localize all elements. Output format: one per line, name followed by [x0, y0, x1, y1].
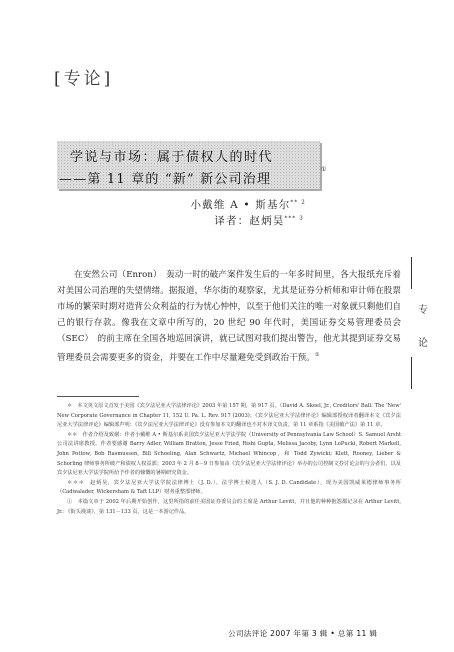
side-rule-top — [411, 257, 412, 289]
title-footnote-mark: ① — [321, 166, 327, 173]
section-label: [专论] — [54, 69, 114, 89]
side-label-char2: 论 — [418, 338, 428, 349]
page-footer: 公司法评论 2007 年第 3 辑 • 总第 11 辑 — [228, 629, 378, 638]
author-line — [190, 197, 306, 212]
footnote: ＊＊ 作者介绍及致谢：作者小戴维 A • 斯基尔系美国宾夕法尼亚大学法学院（University of Pennsylvania Law School）S. Samuel Arsht 公司法讲席教授。作者要感谢 Barry Adler, William Bratton, Jesse Fried, Rishi Gupta, Melissa Jacoby, Lynn LoPucki, Robert Markell, John Pottow, Bob Rasmussen, Bill Schoeling, Alan Schwartz, Michael Whincop，和 Todd Zywicki; Klett, Rooney, Lieber & Schorling 律师事务所破产和债权人权益部；2003 年 2 月 8－9 日参加由《宾夕法尼亚大学法律评论》举办的公司控制文券讨论会的与会者们，以及宾夕法尼亚大学法学院所给予作者的慷慨的暑期研究资金。 — [57, 431, 401, 477]
article-subtitle: ——第 11 章的 “新” 新公司治理 — [59, 172, 272, 187]
article-title: 学说与市场：属于债权人的时代 — [70, 150, 274, 165]
footnotes — [57, 402, 401, 517]
footnote: ＊ 本文英文原文首发于美国《宾夕法尼亚大学法律评论》2003 年第 157 期，第 917 页。（David A. Skeel, Jr., Creditors' Ball: The 'New' New Corporate Governance in Chapter 11, 152 U. Pa. L. Rev. 917 (2003)；《宾夕法尼亚大学法律评论》编辑部授权译者翻译本文《宾夕法尼亚大学法律评论》编辑部声明：《宾夕法尼亚大学法律评论》没有参加本文的翻译也不对本译文负责。第 11 章系指《美国破产法》第 11 章。 — [57, 403, 401, 429]
body-text: 在安然公司（Enron） 轰动一时的破产案件发生后的一年多时间里，各大报纸充斥着对美国公司治理的失望情绪。据报道，华尔街的观察家，尤其是证券分析师和审计师在股票市场的繁荣时期对造背公众利益的行为忧心忡忡，以至于他们关注的唯一对象就只剩他们自己的银行存款。像我在文章中所写的，20 世纪 90 年代时，美国证券交易管理委员会（SEC） 的前主席在全国各地巡回演讲，就已试图对我们提出警告，他尤其提到证券交易管理委员会需要更多的资金，并要在工作中尽量避免受到政治干预。 — [57, 270, 401, 363]
footnote-divider — [57, 396, 139, 397]
body-paragraph — [57, 267, 401, 366]
side-rule-bottom — [411, 357, 412, 389]
body-footnote-mark: ① — [314, 352, 320, 358]
author-footnote-mark: ** 2 — [290, 199, 306, 206]
footnote: ① 本篇文章于 2002 年后期开始创作，这里所指的前任美国证券委员会的主席是 Arthur Levitt，并且他的种种抱怨都记录在 Arthur Levitt, Jr.：《街头漫谈》，第 131－133 页，这是一本游记作品。 — [57, 498, 401, 515]
translator-name: 译者：赵炳昊 — [214, 215, 285, 227]
footnote: ＊＊＊ 赵炳昊，宾夕法尼亚大学法学院法律博士（J. D.），法学博士候选人（S. J. D. Candidate），现为美国凯威莱德律师事务所（Cadwalader, Wickersham & Taft LLP）财务重整部律师。 — [57, 479, 401, 496]
author-name: 小戴维 A • 斯基尔 — [190, 199, 291, 211]
translator-footnote-mark: *** 3 — [284, 215, 304, 222]
side-label-char1: 专 — [418, 305, 428, 316]
translator-line — [214, 213, 304, 228]
